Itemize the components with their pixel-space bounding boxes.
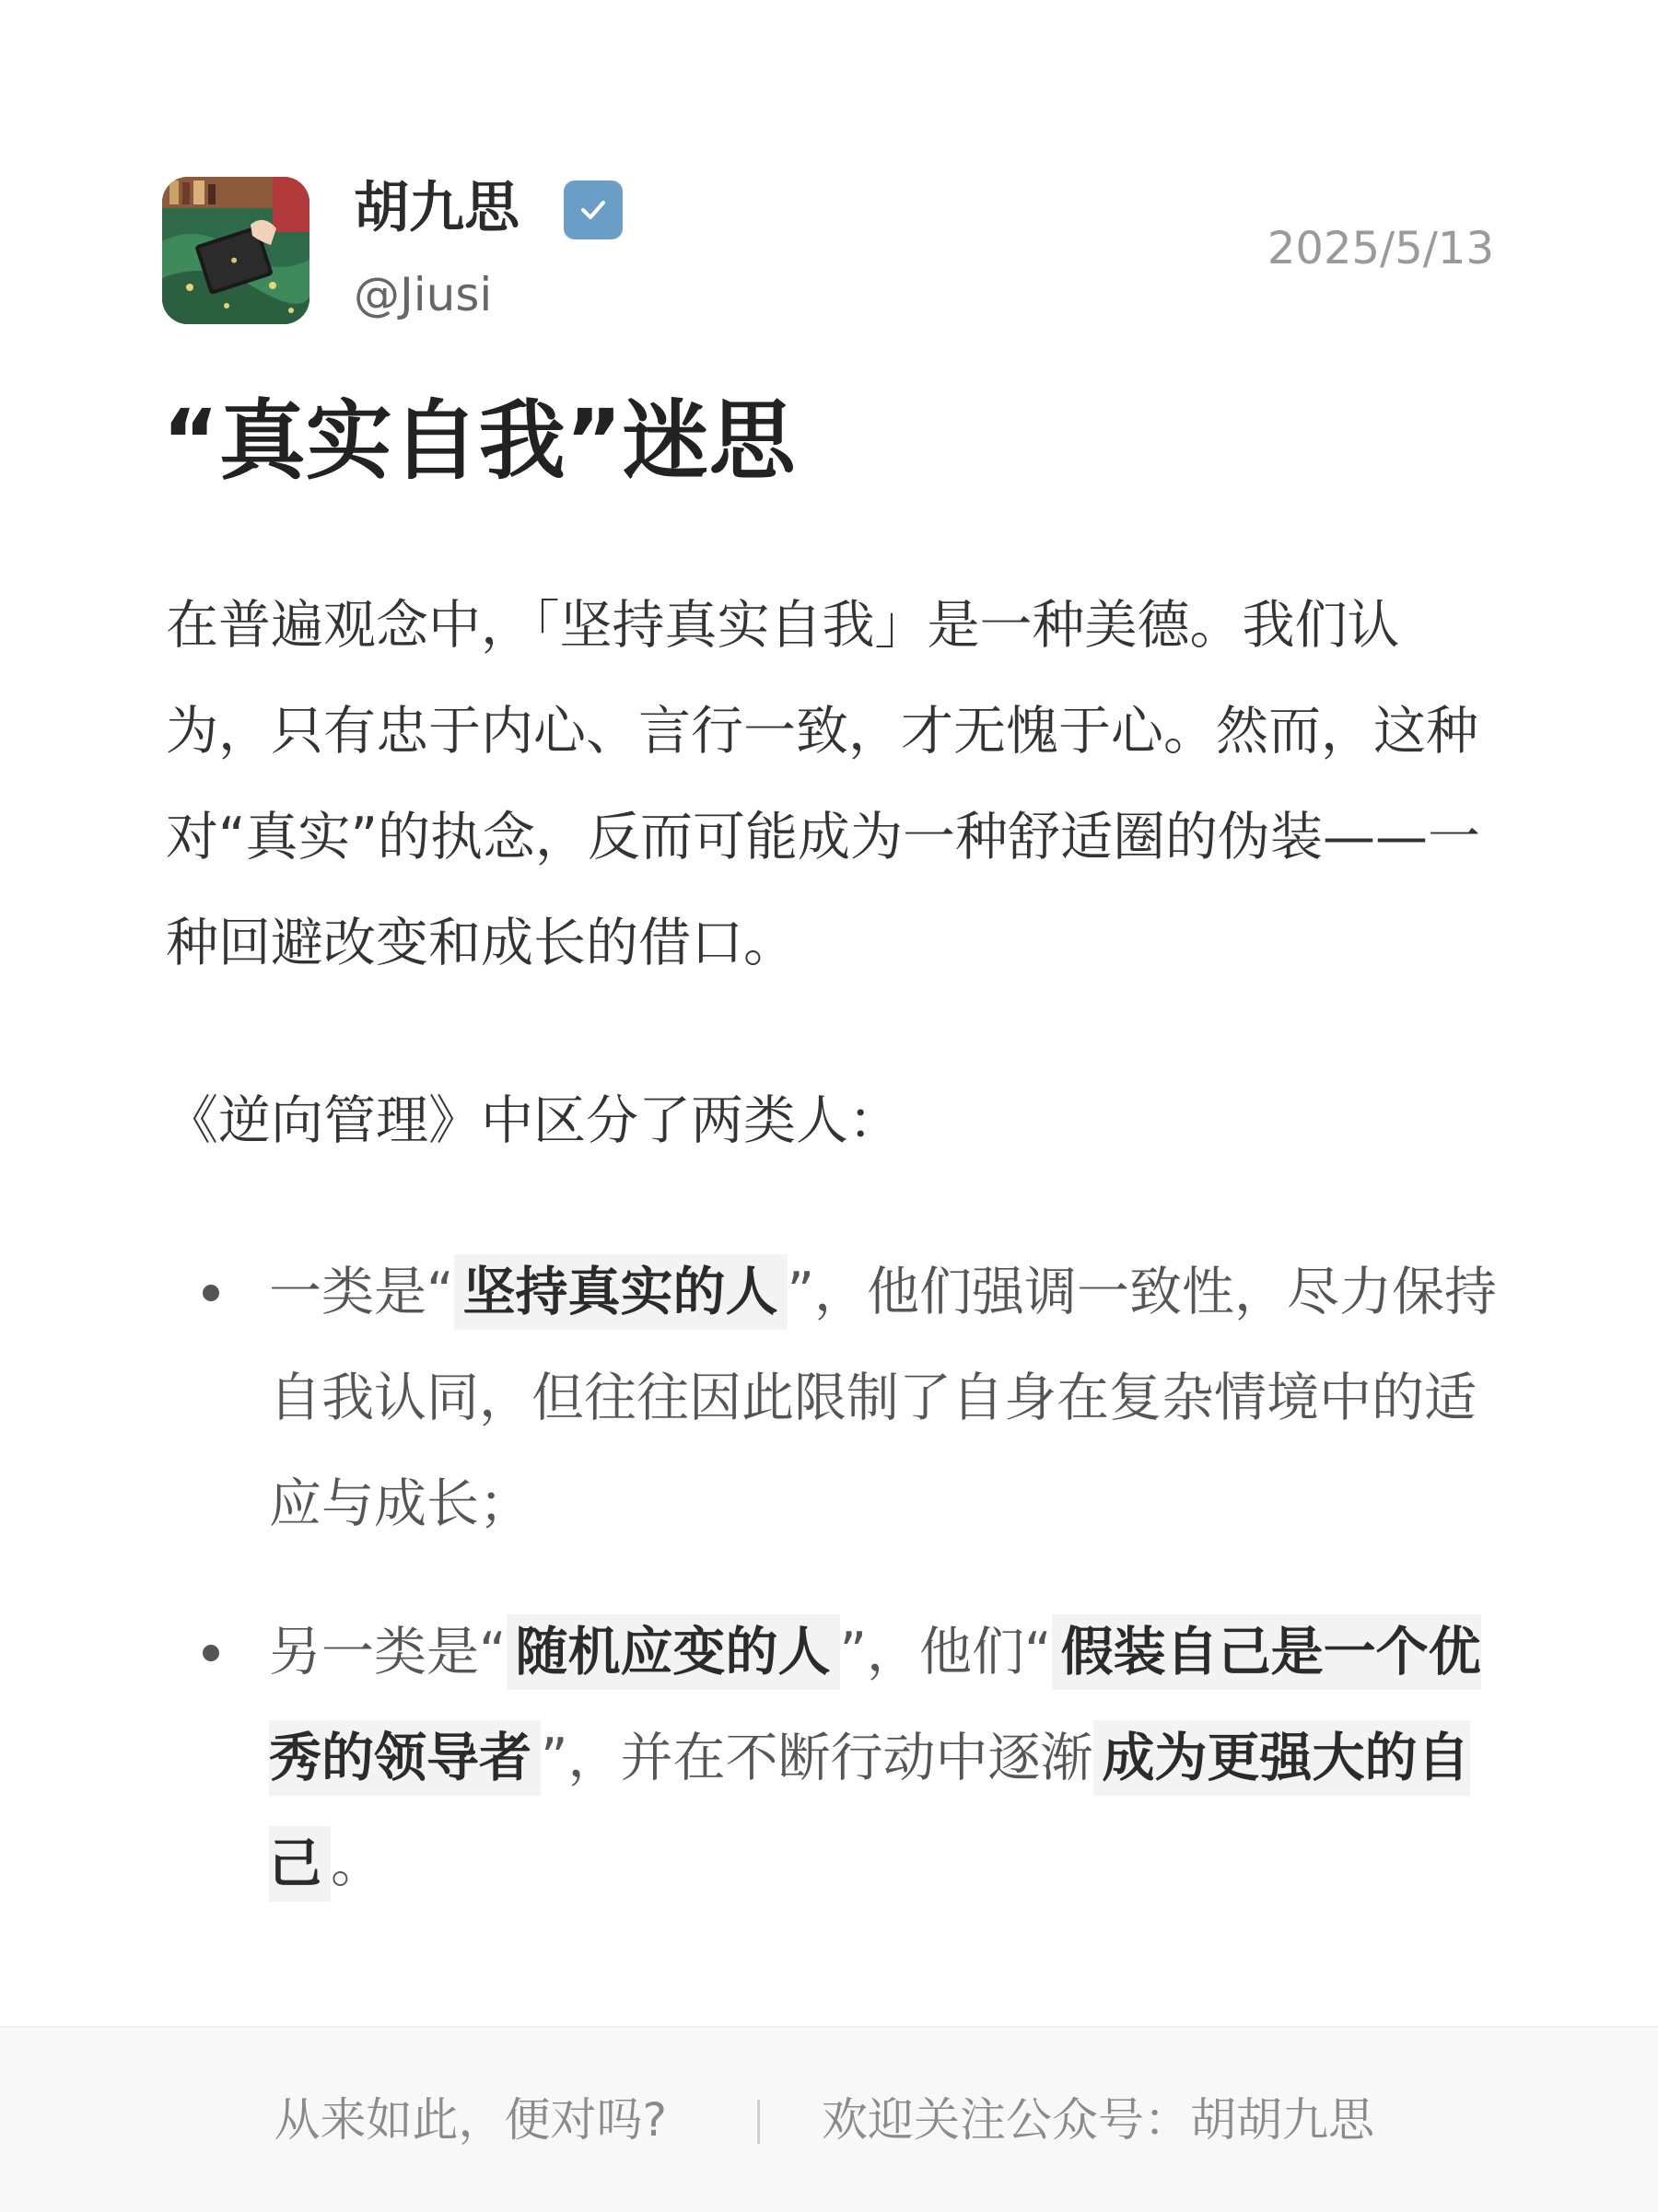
bullet-text: ”，并在不断行动中逐渐 <box>541 1728 1093 1788</box>
footer <box>0 2026 1658 2212</box>
verified-badge <box>564 180 623 239</box>
bullet-text: 另一类是“ <box>269 1622 507 1682</box>
list-item <box>166 1600 1501 1917</box>
author-handle[interactable]: @Jiusi <box>354 268 493 321</box>
bullet-highlight: 随机应变的人 <box>507 1614 840 1690</box>
bullet-dot <box>203 1645 219 1661</box>
post-date: 2025/5/13 <box>1267 223 1494 274</box>
bullet-text: ”，他们“ <box>839 1622 1052 1682</box>
footer-divider <box>757 2100 760 2144</box>
footer-tagline: 从来如此，便对吗? <box>274 2093 667 2147</box>
bullet-text: 。 <box>331 1834 383 1894</box>
paragraph-intro: 在普遍观念中，「坚持真实自我」是一种美德。我们认为，只有忠于内心、言行一致，才无愧于心。然而，这种对“真实”的执念，反而可能成为一种舒适圈的伪装——一种回避改变和成长的借口。 <box>166 595 1481 973</box>
footer-follow-prompt: 欢迎关注公众号：胡胡九思 <box>822 2093 1374 2147</box>
author-name[interactable]: 胡九思 <box>354 176 520 240</box>
check-icon <box>577 193 610 227</box>
post-title: “真实自我”迷思 <box>162 391 796 492</box>
bullet-highlight: 坚持真实的人 <box>454 1254 788 1330</box>
bullet-text: 一类是“ <box>269 1262 454 1322</box>
list-item <box>166 1240 1501 1557</box>
bullet-highlight: 成为更强大的自己 <box>269 1720 1470 1902</box>
bullet-text: ”，他们强调一致性，尽力保持自我认同，但往往因此限制了自身在复杂情境中的适应与成长； <box>269 1262 1498 1534</box>
paragraph-two-types: 《逆向管理》中区分了两类人： <box>166 1090 901 1151</box>
avatar[interactable] <box>162 177 309 324</box>
bullet-list <box>166 1240 1501 1917</box>
bullet-highlight: 假装自己是一个优秀的领导者 <box>269 1614 1481 1796</box>
bullet-dot <box>203 1285 219 1301</box>
